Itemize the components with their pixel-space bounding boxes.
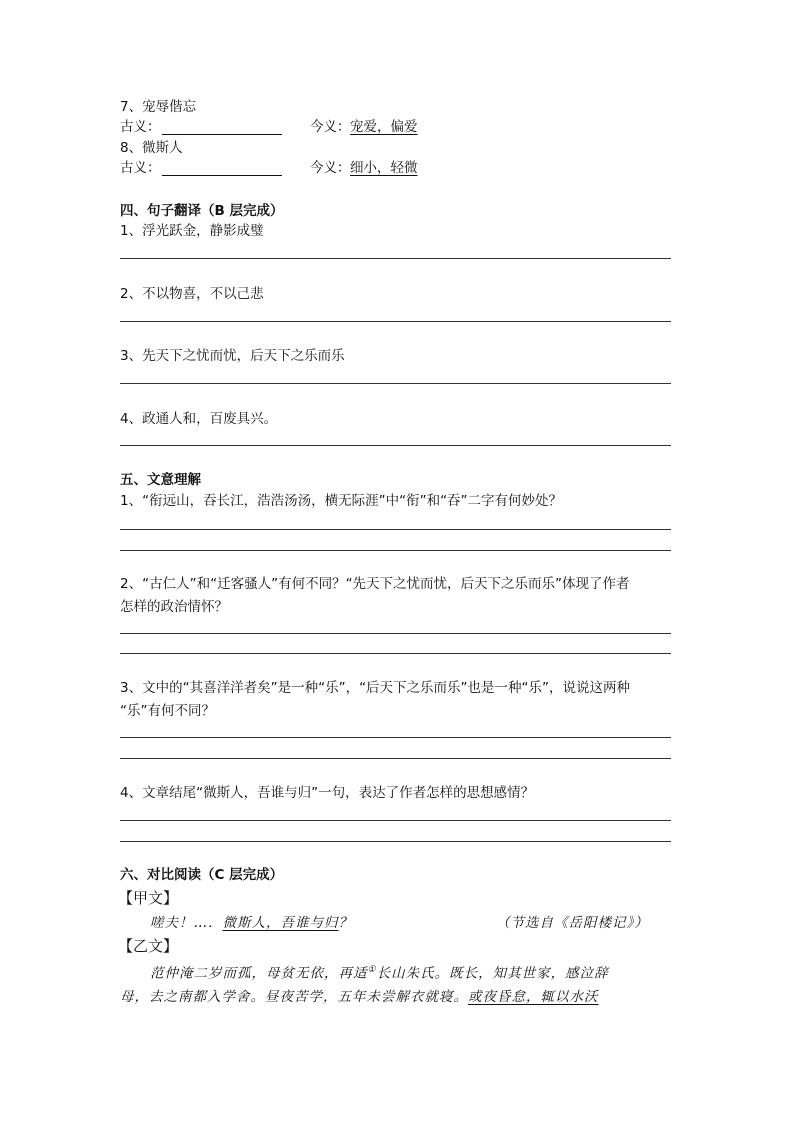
vocab-item-7-ancient-blank[interactable]: [162, 134, 282, 135]
sec4-item-1: 1、浮光跃金，静影成璧: [120, 223, 264, 239]
yi-text-line-2: [120, 991, 599, 1005]
sec5-q2-answer-line-1[interactable]: [120, 633, 671, 634]
yi-text-line-2-underlined: 或夜昏怠，辄以水沃: [468, 989, 599, 1005]
vocab-item-8-modern-value: 细小，轻微: [350, 160, 418, 176]
yi-text-label: 【乙文】: [118, 937, 179, 955]
sec5-q4-answer-line-2[interactable]: [120, 841, 671, 842]
sec4-item-3: 3、先天下之忧而忧，后天下之乐而乐: [120, 348, 345, 364]
footnote-marker: ①: [367, 965, 377, 975]
sec5-q2-answer-line-2[interactable]: [120, 653, 671, 654]
jia-text-prefix: 嗟夫！…．: [150, 915, 223, 931]
vocab-item-8-modern-label: 今义：: [310, 160, 351, 176]
jia-text-source: （节选自《岳阳楼记》）: [496, 915, 649, 931]
vocab-item-8-ancient-blank[interactable]: [162, 175, 282, 176]
yi-text-line-1b: 长山朱氏。既长，知其世家，感泣辞: [376, 965, 609, 982]
sec5-q3-answer-line-1[interactable]: [120, 737, 671, 738]
yi-text-line-2a: 母，去之南都入学舍。昼夜苦学，五年未尝解衣就寝。: [120, 989, 468, 1005]
sec5-q3-answer-line-2[interactable]: [120, 758, 671, 759]
yi-text-line-1: [150, 966, 609, 981]
sec4-item-4: 4、政通人和，百废具兴。: [120, 411, 278, 427]
vocab-item-7-title: 7、宠辱偕忘: [120, 99, 197, 115]
vocab-item-8-ancient-label: 古义：: [120, 160, 161, 176]
sec4-answer-line-3[interactable]: [120, 383, 671, 384]
sec4-answer-line-1[interactable]: [120, 258, 671, 259]
section-6-heading: 六、对比阅读（C 层完成）: [120, 867, 284, 883]
sec5-question-2-line-1: 2、“古仁人”和“迁客骚人”有何不同？“先天下之忧而忧，后天下之乐而乐”体现了作者: [120, 576, 630, 592]
sec5-q4-answer-line-1[interactable]: [120, 820, 671, 821]
sec5-q1-answer-line-2[interactable]: [120, 550, 671, 551]
sec5-question-1: 1、“衔远山，吞长江，浩浩汤汤，横无际涯”中“衔”和“吞”二字有何妙处？: [120, 493, 563, 509]
jia-text-underlined: 微斯人，吾谁与归: [222, 915, 339, 931]
vocab-item-7-modern-value: 宠爱，偏爱: [350, 119, 418, 135]
sec5-question-3-line-1: 3、文中的“其喜洋洋者矣”是一种“乐”，“后天下之乐而乐”也是一种“乐”，说说这两种: [120, 680, 631, 696]
vocab-item-7-ancient-label: 古义：: [120, 119, 161, 135]
vocab-item-8-title: 8、微斯人: [120, 140, 183, 156]
vocab-item-7-modern-label: 今义：: [310, 119, 351, 135]
sec4-item-2: 2、不以物喜，不以己悲: [120, 286, 264, 302]
sec4-answer-line-4[interactable]: [120, 445, 671, 446]
sec5-question-3-line-2: “乐”有何不同？: [120, 703, 215, 719]
sec5-question-2-line-2: 怎样的政治情怀？: [120, 599, 228, 615]
section-5-heading: 五、文意理解: [120, 472, 201, 488]
sec5-q1-answer-line-1[interactable]: [120, 529, 671, 530]
section-4-heading: 四、句子翻译（B 层完成）: [120, 203, 284, 219]
sec4-answer-line-2[interactable]: [120, 321, 671, 322]
yi-text-line-1a: 范仲淹二岁而孤，母贫无依，再适: [150, 965, 368, 982]
jia-text-label: 【甲文】: [118, 889, 179, 907]
jia-text-line: [150, 917, 353, 931]
sec5-question-4: 4、文章结尾“微斯人，吾谁与归”一句，表达了作者怎样的思想感情？: [120, 785, 535, 801]
jia-text-qmark: ？: [338, 915, 353, 931]
